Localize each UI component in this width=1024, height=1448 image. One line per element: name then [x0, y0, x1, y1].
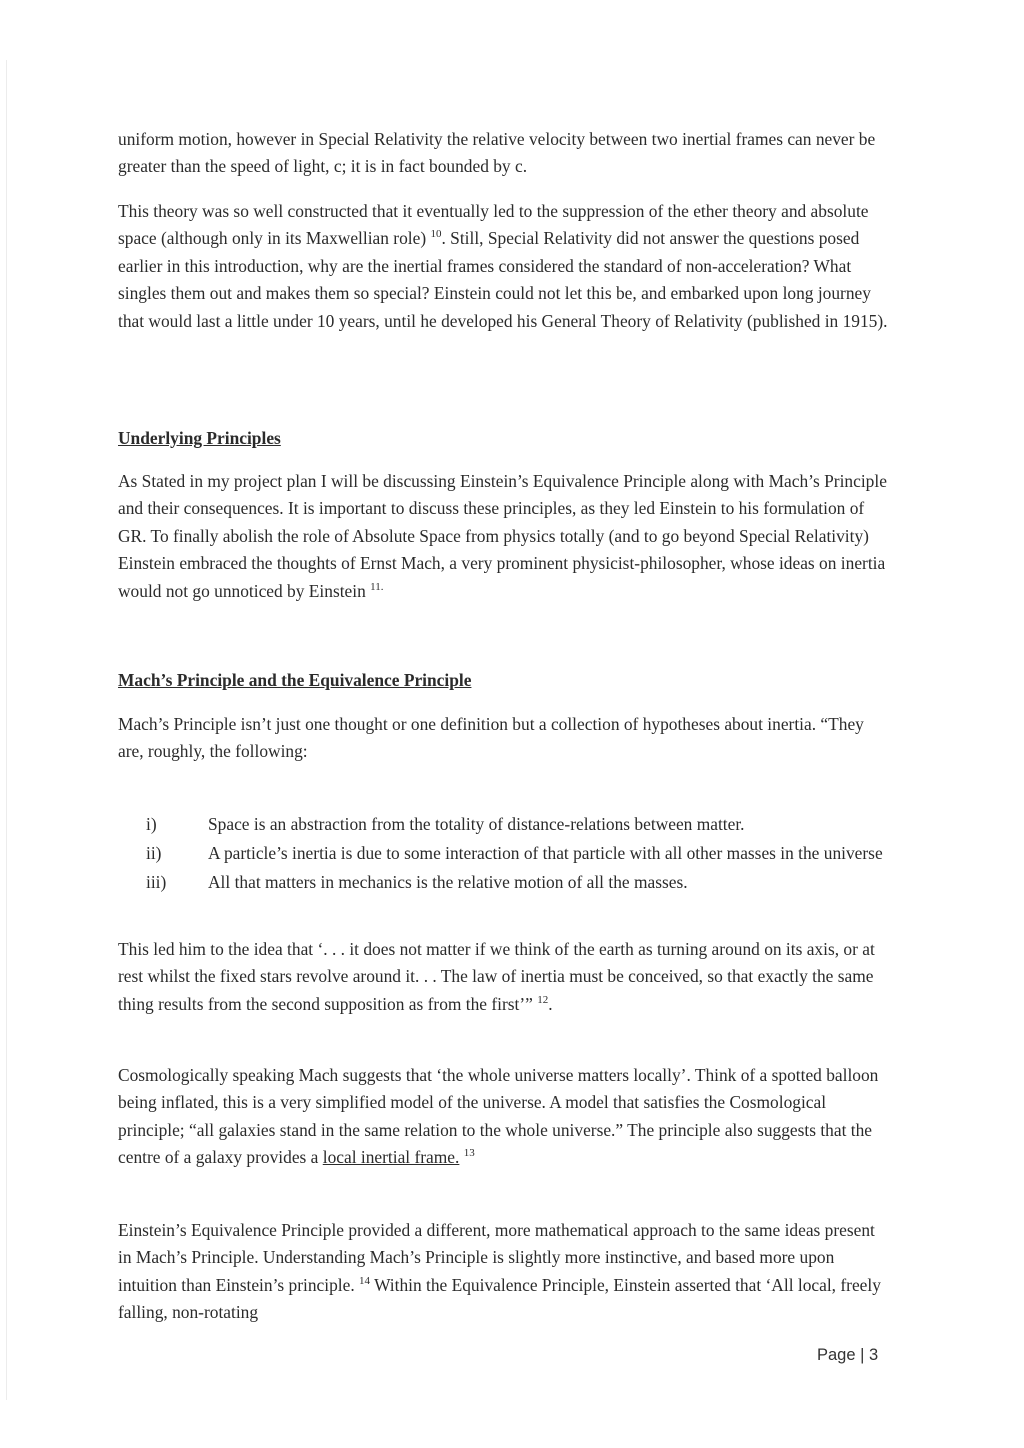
paragraph-earth-rotation: [118, 936, 888, 1018]
footnote-ref: 11.: [370, 580, 384, 593]
scan-edge-line: [6, 60, 7, 1400]
paragraph-text: uniform motion, however in Special Relativity the relative velocity between two inertial frames can never be greater than the speed of light, c; it is in fact bounded by c.: [118, 129, 876, 177]
paragraph-text: This led him to the idea that ‘. . . it does not matter if we think of the earth as turning around on its axis, or at rest whilst the fixed stars revolve around it. . . The law of inertia must be conceived, so that exactly the same thing results from the second supposition as from the first’”: [118, 939, 875, 1014]
paragraph-text: .: [548, 993, 553, 1014]
footnote-ref: 12: [537, 994, 549, 1007]
paragraph-equivalence-principle: [118, 1217, 888, 1327]
footnote-ref: 14: [359, 1275, 371, 1288]
paragraph-special-relativity: [118, 198, 888, 335]
list-item-number: ii): [146, 843, 162, 863]
paragraph-relativity-velocity: [118, 126, 888, 181]
footnote-ref: 10: [430, 228, 442, 241]
list-item-number: i): [146, 814, 157, 834]
list-item-text: A particle’s inertia is due to some interaction of that particle with all other masses in the universe: [208, 843, 883, 863]
paragraph-text: This theory was so well constructed that it eventually led to the suppression of the ether theory and absolute space (although only in its Maxwellian role): [118, 201, 869, 249]
paragraph-text: Einstein’s Equivalence Principle provided a different, more mathematical approach to the same ideas present in Mach’s Principle. Understanding Mach’s Principle is slightly more instinctive, and based more upon intuition than Einstein’s principle.: [118, 1220, 875, 1295]
list-item: [118, 869, 888, 896]
paragraph-text: . Still, Special Relativity did not answer the questions posed earlier in this introduction, why are the inertial frames considered the standard of non-acceleration? What singles them out and makes them so special? Einstein could not let this be, and embarked upon long journey that would last a little under 10 years, until he developed his General Theory of Relativity (published in 1915).: [118, 228, 888, 331]
paragraph-text: Cosmologically speaking Mach suggests that ‘the whole universe matters locally’. Think of a spotted balloon being inflated, this is a very simplified model of the universe. A model that satisfies the Cosmological principle; “all galaxies stand in the same relation to the whole universe.” The principle also suggests that the centre of a galaxy provides a: [118, 1065, 879, 1168]
list-item-text: Space is an abstraction from the totality of distance-relations between matter.: [208, 814, 745, 834]
paragraph-cosmology: [118, 1062, 888, 1172]
heading-machs-principle: Mach’s Principle and the Equivalence Principle: [118, 670, 472, 690]
paragraph-underlying-principles: [118, 468, 888, 605]
list-item: [118, 811, 888, 838]
hypotheses-list: [118, 811, 888, 896]
list-item-number: iii): [146, 872, 167, 892]
heading-underlying-principles: Underlying Principles: [118, 428, 281, 448]
list-item: [118, 840, 888, 867]
list-item-text: All that matters in mechanics is the relative motion of all the masses.: [208, 872, 688, 892]
footnote-ref: 13: [463, 1147, 475, 1160]
page-number: Page | 3: [817, 1346, 879, 1364]
paragraph-text: As Stated in my project plan I will be discussing Einstein’s Equivalence Principle along with Mach’s Principle and their consequences. It is important to discuss these principles, as they led Einstein to his formulation of GR. To finally abolish the role of Absolute Space from physics totally (and to go beyond Special Relativity) Einstein embraced the thoughts of Ernst Mach, a very prominent physicist-philosopher, whose ideas on inertia would not go unnoticed by Einstein: [118, 471, 887, 601]
underlined-term: local inertial frame.: [322, 1147, 460, 1168]
paragraph-machs-principle-intro: Mach’s Principle isn’t just one thought or one definition but a collection of hypotheses about inertia. “They are, roughly, the following:: [118, 714, 864, 762]
paragraph-text: Within the Equivalence Principle, Einstein asserted that ‘All local, freely falling, non-rotating: [118, 1274, 881, 1323]
